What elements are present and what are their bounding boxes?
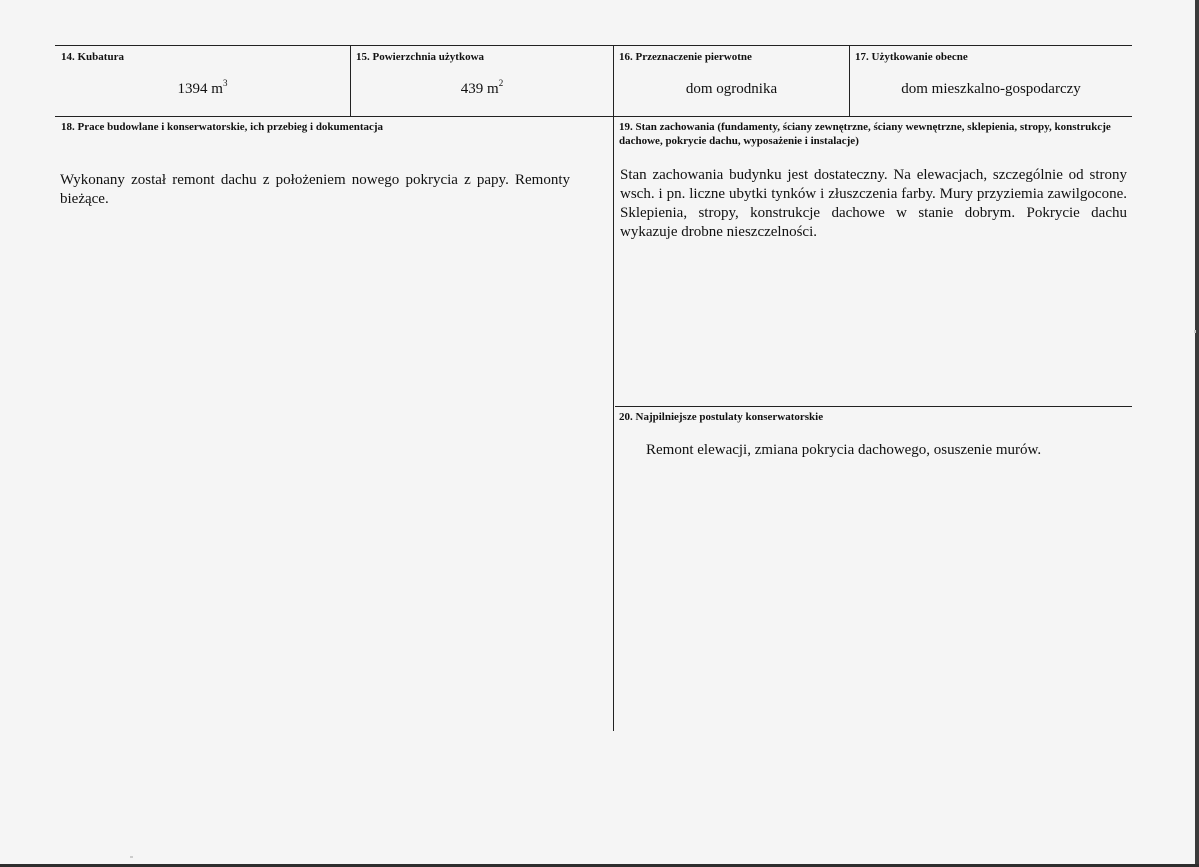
prace-text: Wykonany został remont dachu z położeniem nowego pokrycia z papy. Remonty bieżące. — [60, 172, 570, 207]
row-divider — [55, 116, 1132, 117]
kubatura-label: 14. Kubatura — [61, 51, 124, 63]
stan-label: 19. Stan zachowania (fundamenty, ściany zewnętrzne, ściany wewnętrzne, sklepienia, stropy, konstrukcje dachowe, pokrycie dachu, wyposażenie i instalacje) — [619, 121, 1111, 147]
postulaty-label: 20. Najpilniejsze postulaty konserwatorskie — [619, 411, 824, 423]
powierzchnia-value: 439 $m^2$ — [460, 78, 504, 97]
stan-text: Stan zachowania budynku jest dostateczny. Na elewacjach, szczególnie od strony wsch. i pn. liczne ubytki tynków i złuszczenia farby. Mury przyziemia zawilgocone. Sklepienia, stropy, konstrukcje dachowe w stanie dobrym. Pokrycie dachu wykazuje drobne nieszczelności. — [620, 167, 1127, 240]
uzytkowanie-value: dom mieszkalno-gospodarczy — [901, 81, 1081, 97]
table-top-border — [55, 45, 1132, 46]
scan-speck — [1194, 330, 1196, 333]
section-divider — [615, 406, 1132, 407]
scan-speck — [130, 856, 133, 858]
prace-label: 18. Prace budowlane i konserwatorskie, ich przebieg i dokumentacja — [61, 121, 384, 133]
powierzchnia-label: 15. Powierzchnia użytkowa — [356, 51, 485, 63]
przeznaczenie-label: 16. Przeznaczenie pierwotne — [619, 51, 752, 63]
uzytkowanie-label: 17. Użytkowanie obecne — [855, 51, 968, 63]
kubatura-value: 1394 $m^3$ — [177, 78, 228, 97]
postulaty-text: Remont elewacji, zmiana pokrycia dachowego, osuszenie murów. — [646, 442, 1042, 458]
scan-edge-right — [1195, 0, 1199, 867]
col-divider-main — [613, 45, 614, 731]
przeznaczenie-value: dom ogrodnika — [685, 81, 778, 97]
